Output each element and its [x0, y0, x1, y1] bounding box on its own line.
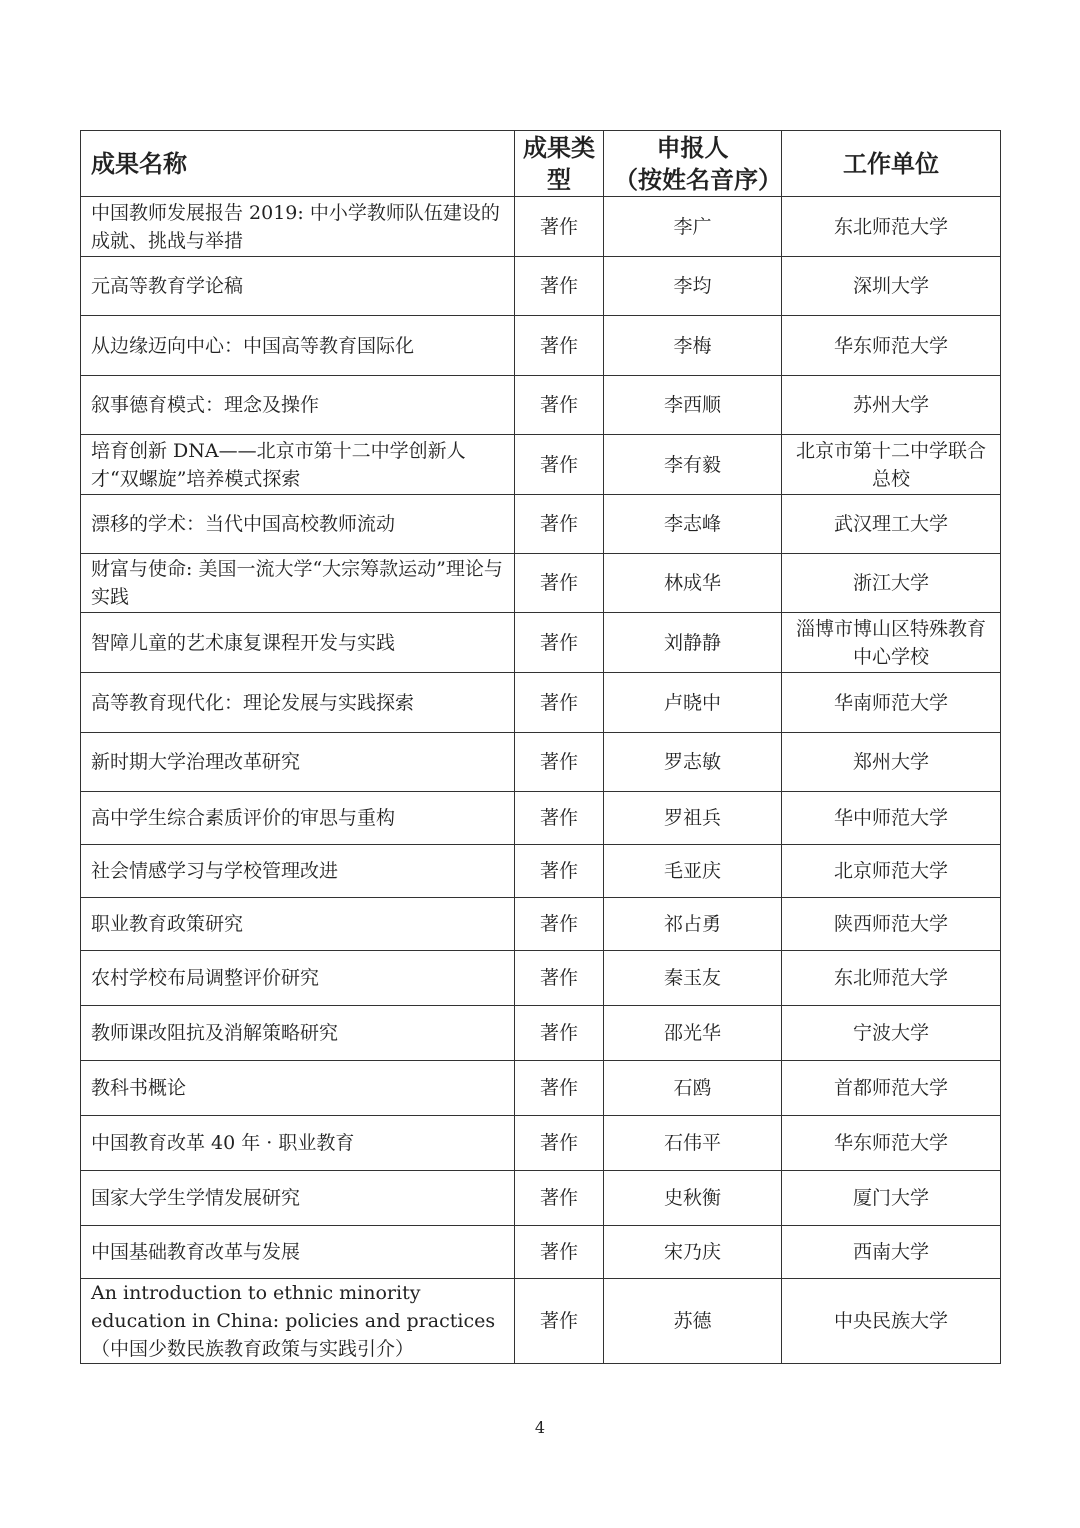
cell-name: 财富与使命: 美国一流大学“大宗筹款运动”理论与实践 [81, 554, 515, 613]
cell-type: 著作 [515, 376, 604, 435]
cell-type: 著作 [515, 792, 604, 845]
cell-type: 著作 [515, 951, 604, 1006]
cell-name: 培育创新 DNA——北京市第十二中学创新人才“双螺旋”培养模式探索 [81, 435, 515, 495]
cell-applicant: 李梅 [604, 316, 782, 376]
cell-unit: 东北师范大学 [782, 197, 1001, 257]
cell-type: 著作 [515, 1061, 604, 1116]
cell-unit: 深圳大学 [782, 257, 1001, 316]
cell-name: 叙事德育模式：理念及操作 [81, 376, 515, 435]
cell-type: 著作 [515, 435, 604, 495]
cell-name: 中国教育改革 40 年 · 职业教育 [81, 1116, 515, 1171]
cell-applicant: 卢晓中 [604, 673, 782, 733]
cell-name: 国家大学生学情发展研究 [81, 1171, 515, 1226]
cell-name: 漂移的学术：当代中国高校教师流动 [81, 495, 515, 554]
cell-type: 著作 [515, 316, 604, 376]
cell-name: 社会情感学习与学校管理改进 [81, 845, 515, 898]
header-applicant-sub: （按姓名音序） [614, 164, 782, 194]
table-row [81, 1226, 1001, 1279]
cell-type: 著作 [515, 554, 604, 613]
table-row [81, 376, 1001, 435]
cell-applicant: 李志峰 [604, 495, 782, 554]
cell-unit: 北京师范大学 [782, 845, 1001, 898]
table-row [81, 1116, 1001, 1171]
awards-table [80, 130, 1001, 1364]
table-row [81, 554, 1001, 613]
table-row [81, 898, 1001, 951]
cell-name: 农村学校布局调整评价研究 [81, 951, 515, 1006]
cell-applicant: 李均 [604, 257, 782, 316]
cell-type: 著作 [515, 673, 604, 733]
cell-unit: 华东师范大学 [782, 1116, 1001, 1171]
cell-unit: 首都师范大学 [782, 1061, 1001, 1116]
cell-unit: 华东师范大学 [782, 316, 1001, 376]
table-row [81, 845, 1001, 898]
table-row [81, 495, 1001, 554]
cell-unit: 郑州大学 [782, 733, 1001, 792]
cell-name: 职业教育政策研究 [81, 898, 515, 951]
cell-type: 著作 [515, 1116, 604, 1171]
cell-type: 著作 [515, 495, 604, 554]
cell-name: 元高等教育学论稿 [81, 257, 515, 316]
cell-type: 著作 [515, 1226, 604, 1279]
table-row [81, 792, 1001, 845]
table-row [81, 316, 1001, 376]
cell-name: 智障儿童的艺术康复课程开发与实践 [81, 613, 515, 673]
cell-name: 从边缘迈向中心：中国高等教育国际化 [81, 316, 515, 376]
cell-unit: 淄博市博山区特殊教育中心学校 [782, 613, 1001, 673]
cell-applicant: 石伟平 [604, 1116, 782, 1171]
cell-type: 著作 [515, 845, 604, 898]
header-applicant-label: 申报人 [656, 132, 729, 162]
cell-applicant: 罗志敏 [604, 733, 782, 792]
page-number: 4 [534, 1418, 546, 1437]
table-row [81, 435, 1001, 495]
cell-unit: 陕西师范大学 [782, 898, 1001, 951]
cell-name: 中国教师发展报告 2019: 中小学教师队伍建设的成就、挑战与举措 [81, 197, 515, 257]
cell-unit: 武汉理工大学 [782, 495, 1001, 554]
cell-unit: 华中师范大学 [782, 792, 1001, 845]
cell-unit: 北京市第十二中学联合总校 [782, 435, 1001, 495]
cell-unit: 浙江大学 [782, 554, 1001, 613]
table-row [81, 733, 1001, 792]
cell-applicant: 李西顺 [604, 376, 782, 435]
cell-unit: 苏州大学 [782, 376, 1001, 435]
cell-applicant: 李广 [604, 197, 782, 257]
cell-type: 著作 [515, 197, 604, 257]
table-row [81, 1279, 1001, 1364]
cell-type: 著作 [515, 257, 604, 316]
cell-unit: 华南师范大学 [782, 673, 1001, 733]
cell-applicant: 林成华 [604, 554, 782, 613]
cell-name: 教师课改阻抗及消解策略研究 [81, 1006, 515, 1061]
cell-unit: 西南大学 [782, 1226, 1001, 1279]
cell-name: 高中学生综合素质评价的审思与重构 [81, 792, 515, 845]
cell-applicant: 罗祖兵 [604, 792, 782, 845]
cell-applicant: 邵光华 [604, 1006, 782, 1061]
cell-unit: 宁波大学 [782, 1006, 1001, 1061]
cell-applicant: 史秋衡 [604, 1171, 782, 1226]
header-type: 成果类型 [515, 131, 604, 197]
cell-applicant: 宋乃庆 [604, 1226, 782, 1279]
header-unit: 工作单位 [782, 131, 1001, 197]
table-row [81, 257, 1001, 316]
cell-type: 著作 [515, 898, 604, 951]
cell-applicant: 石鸥 [604, 1061, 782, 1116]
cell-unit: 厦门大学 [782, 1171, 1001, 1226]
cell-name: 高等教育现代化：理论发展与实践探索 [81, 673, 515, 733]
cell-type: 著作 [515, 1279, 604, 1364]
header-applicant [604, 131, 782, 197]
header-name: 成果名称 [81, 131, 515, 197]
table-row [81, 197, 1001, 257]
cell-applicant: 毛亚庆 [604, 845, 782, 898]
cell-applicant: 李有毅 [604, 435, 782, 495]
table-header-row [81, 131, 1001, 197]
cell-type: 著作 [515, 1006, 604, 1061]
cell-type: 著作 [515, 1171, 604, 1226]
table-row [81, 1006, 1001, 1061]
cell-type: 著作 [515, 733, 604, 792]
cell-name: 新时期大学治理改革研究 [81, 733, 515, 792]
cell-type: 著作 [515, 613, 604, 673]
cell-applicant: 刘静静 [604, 613, 782, 673]
table-row [81, 1061, 1001, 1116]
cell-unit: 中央民族大学 [782, 1279, 1001, 1364]
cell-applicant: 苏德 [604, 1279, 782, 1364]
cell-unit: 东北师范大学 [782, 951, 1001, 1006]
table-row [81, 613, 1001, 673]
table-row [81, 951, 1001, 1006]
cell-name: 教科书概论 [81, 1061, 515, 1116]
cell-applicant: 秦玉友 [604, 951, 782, 1006]
cell-name: 中国基础教育改革与发展 [81, 1226, 515, 1279]
cell-applicant: 祁占勇 [604, 898, 782, 951]
table-row [81, 1171, 1001, 1226]
table-row [81, 673, 1001, 733]
cell-name: An introduction to ethnic minority education in China: policies and practices（中国少数民族教育政策与实践引介） [81, 1279, 515, 1364]
